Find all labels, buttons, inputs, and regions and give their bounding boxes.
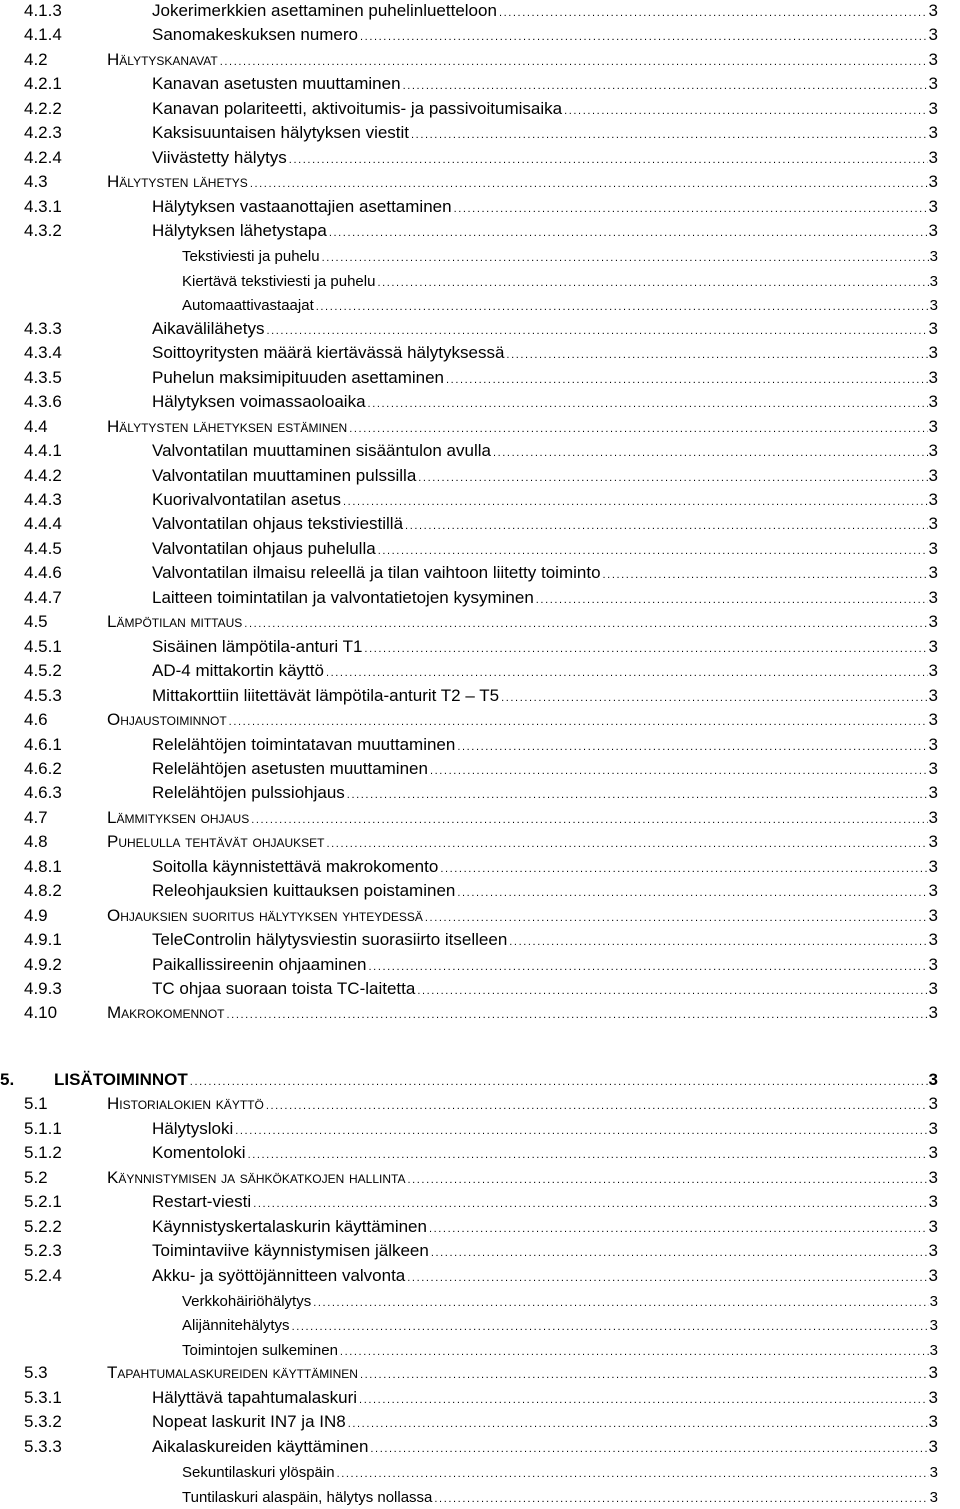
toc-entry-number: 5. bbox=[0, 1070, 15, 1089]
toc-entry-title: Valvontatilan muuttaminen sisääntulon avulla bbox=[152, 441, 491, 460]
toc-entry-title: Hälytysten lähetyksen estäminen bbox=[107, 417, 348, 436]
toc-entry-page-number: 3 bbox=[928, 466, 938, 485]
toc-entry[interactable] bbox=[0, 293, 960, 317]
toc-entry-page-number: 3 bbox=[928, 735, 938, 754]
dot-leader bbox=[429, 1223, 928, 1235]
toc-entry[interactable] bbox=[0, 1460, 960, 1484]
dot-leader bbox=[348, 1418, 928, 1430]
toc-entry-number: 5.1 bbox=[24, 1094, 48, 1113]
toc-entry-title: Ohjauksien suoritus hälytyksen yhteydessä bbox=[107, 906, 423, 925]
toc-entry-page-number: 3 bbox=[928, 1388, 938, 1407]
dot-leader bbox=[440, 863, 927, 875]
toc-entry[interactable] bbox=[0, 171, 960, 195]
toc-entry-title: Hälytyskanavat bbox=[107, 50, 218, 69]
toc-entry-number: 4.1.3 bbox=[24, 1, 62, 20]
toc-entry-page-number: 3 bbox=[928, 539, 938, 558]
toc-entry-title: Sisäinen lämpötila-anturi T1 bbox=[152, 637, 363, 656]
toc-entry-title: Hälytysloki bbox=[152, 1119, 234, 1138]
toc-entry[interactable] bbox=[0, 636, 960, 660]
toc-entry-number: 4.4.3 bbox=[24, 490, 62, 509]
toc-entry-number: 5.3.3 bbox=[24, 1437, 62, 1456]
toc-entry[interactable] bbox=[0, 342, 960, 366]
toc-entry[interactable] bbox=[0, 440, 960, 464]
toc-entry-number: 4.6 bbox=[24, 710, 48, 729]
toc-entry[interactable] bbox=[0, 1216, 960, 1240]
dot-leader bbox=[347, 789, 928, 801]
toc-entry[interactable] bbox=[0, 220, 960, 244]
toc-entry[interactable] bbox=[0, 758, 960, 782]
toc-entry-title: Verkkohäiriöhälytys bbox=[182, 1293, 312, 1310]
toc-entry[interactable] bbox=[0, 660, 960, 684]
toc-entry-page-number: 3 bbox=[928, 1003, 938, 1022]
toc-entry-page-number: 3 bbox=[928, 1094, 938, 1113]
toc-entry-title: Kanavan asetusten muuttaminen bbox=[152, 74, 401, 93]
toc-entry-title: Hälytyksen lähetystapa bbox=[152, 221, 327, 240]
toc-entry-number: 4.6.2 bbox=[24, 759, 62, 778]
toc-entry-title: Hälyttävä tapahtumalaskuri bbox=[152, 1388, 358, 1407]
toc-entry[interactable] bbox=[0, 538, 960, 562]
toc-entry-number: 4.3.6 bbox=[24, 392, 62, 411]
toc-entry-title: Toimintojen sulkeminen bbox=[182, 1342, 338, 1359]
toc-entry-title: Releohjauksien kuittauksen poistaminen bbox=[152, 881, 456, 900]
toc-entry-number: 4.6.1 bbox=[24, 735, 62, 754]
dot-leader bbox=[322, 252, 929, 264]
toc-entry-title: Nopeat laskurit IN7 ja IN8 bbox=[152, 1412, 346, 1431]
dot-leader bbox=[368, 398, 928, 410]
toc-entry-page-number: 3 bbox=[928, 759, 938, 778]
toc-entry[interactable] bbox=[0, 1362, 960, 1386]
toc-entry-title: Valvontatilan ohjaus tekstiviestillä bbox=[152, 514, 404, 533]
dot-leader bbox=[506, 349, 927, 361]
toc-entry-number: 4.3 bbox=[24, 172, 48, 191]
toc-entry-number: 4.8.1 bbox=[24, 857, 62, 876]
toc-entry-number: 4.9 bbox=[24, 906, 48, 925]
toc-entry-page-number: 3 bbox=[928, 392, 938, 411]
toc-entry-title: Sanomakeskuksen numero bbox=[152, 25, 359, 44]
toc-entry[interactable] bbox=[0, 905, 960, 929]
dot-leader bbox=[564, 105, 927, 117]
toc-entry-number: 4.2.3 bbox=[24, 123, 62, 142]
toc-entry-number: 4.8.2 bbox=[24, 881, 62, 900]
toc-entry-number: 4.9.2 bbox=[24, 955, 62, 974]
toc-entry[interactable] bbox=[0, 807, 960, 831]
toc-entry-number: 4.10 bbox=[24, 1003, 58, 1022]
toc-entry-page-number: 3 bbox=[929, 1464, 938, 1481]
toc-entry[interactable] bbox=[0, 1142, 960, 1166]
toc-entry[interactable] bbox=[0, 1387, 960, 1411]
toc-entry-page-number: 3 bbox=[928, 588, 938, 607]
toc-entry-page-number: 3 bbox=[928, 1168, 938, 1187]
toc-entry-page-number: 3 bbox=[928, 148, 938, 167]
toc-entry[interactable] bbox=[0, 685, 960, 709]
toc-entry[interactable] bbox=[0, 1240, 960, 1264]
dot-leader bbox=[359, 1394, 927, 1406]
toc-entry[interactable] bbox=[0, 856, 960, 880]
dot-leader bbox=[248, 1149, 928, 1161]
toc-entry-page-number: 3 bbox=[928, 1143, 938, 1162]
dot-leader bbox=[536, 594, 928, 606]
toc-entry-page-number: 3 bbox=[928, 686, 938, 705]
toc-entry-number: 4.3.5 bbox=[24, 368, 62, 387]
toc-entry-title: Mittakorttiin liitettävät lämpötila-anturit T2 – T5 bbox=[152, 686, 500, 705]
toc-entry-page-number: 3 bbox=[928, 172, 938, 191]
toc-entry[interactable] bbox=[0, 122, 960, 146]
dot-leader bbox=[360, 31, 928, 43]
dot-leader bbox=[289, 154, 928, 166]
dot-leader bbox=[229, 716, 928, 728]
toc-entry-title: Relelähtöjen asetusten muuttaminen bbox=[152, 759, 428, 778]
toc-entry-page-number: 3 bbox=[928, 906, 938, 925]
toc-entry[interactable] bbox=[0, 98, 960, 122]
toc-entry-page-number: 3 bbox=[928, 1437, 938, 1456]
dot-leader bbox=[405, 520, 927, 532]
dot-leader bbox=[316, 301, 929, 313]
dot-leader bbox=[403, 80, 928, 92]
toc-entry-title: Paikallissireenin ohjaaminen bbox=[152, 955, 367, 974]
toc-entry-page-number: 3 bbox=[928, 417, 938, 436]
toc-entry-page-number: 3 bbox=[929, 1293, 938, 1310]
toc-entry-number: 4.4.1 bbox=[24, 441, 62, 460]
toc-entry-page-number: 3 bbox=[928, 1266, 938, 1285]
toc-entry-title: TeleControlin hälytysviestin suorasiirto itselleen bbox=[152, 930, 508, 949]
toc-entry[interactable] bbox=[0, 929, 960, 953]
toc-entry-number: 5.2.3 bbox=[24, 1241, 62, 1260]
toc-entry-number: 4.7 bbox=[24, 808, 48, 827]
toc-entry-number: 5.1.1 bbox=[24, 1119, 62, 1138]
toc-entry-page-number: 3 bbox=[928, 955, 938, 974]
toc-entry-title: Sekuntilaskuri ylöspäin bbox=[182, 1464, 335, 1481]
toc-entry-title: Soittoyritysten määrä kiertävässä hälytyksessä bbox=[152, 343, 505, 362]
toc-entry[interactable] bbox=[0, 954, 960, 978]
toc-entry[interactable] bbox=[0, 73, 960, 97]
toc-entry-number: 4.9.3 bbox=[24, 979, 62, 998]
toc-entry-title: Historialokien käyttö bbox=[107, 1094, 264, 1113]
dot-leader bbox=[313, 1297, 928, 1309]
dot-leader bbox=[434, 1493, 928, 1505]
toc-entry-page-number: 3 bbox=[928, 50, 938, 69]
toc-entry[interactable] bbox=[0, 49, 960, 73]
toc-entry-title: Soitolla käynnistettävä makrokomento bbox=[152, 857, 439, 876]
toc-entry-number: 4.4.7 bbox=[24, 588, 62, 607]
toc-entry-page-number: 3 bbox=[928, 25, 938, 44]
toc-entry[interactable] bbox=[0, 318, 960, 342]
toc-entry-number: 4.4.6 bbox=[24, 563, 62, 582]
toc-entry-title: Hälytyksen voimassaoloaika bbox=[152, 392, 366, 411]
toc-entry-page-number: 3 bbox=[929, 1342, 938, 1359]
toc-entry[interactable] bbox=[0, 611, 960, 635]
toc-entry-page-number: 3 bbox=[928, 783, 938, 802]
toc-entry-number: 5.1.2 bbox=[24, 1143, 62, 1162]
dot-leader bbox=[501, 692, 927, 704]
toc-entry-title: Makrokomennot bbox=[107, 1003, 225, 1022]
toc-entry-page-number: 3 bbox=[928, 197, 938, 216]
toc-entry-number: 4.3.2 bbox=[24, 221, 62, 240]
toc-entry-title: Relelähtöjen toimintatavan muuttaminen bbox=[152, 735, 456, 754]
toc-entry[interactable] bbox=[0, 978, 960, 1002]
dot-leader bbox=[411, 129, 928, 141]
toc-entry-title: Kanavan polariteetti, aktivoitumis- ja passivoitumisaika bbox=[152, 99, 563, 118]
toc-entry[interactable] bbox=[0, 831, 960, 855]
dot-leader bbox=[266, 325, 927, 337]
dot-leader bbox=[431, 1247, 928, 1259]
dot-leader bbox=[417, 985, 927, 997]
toc-entry-page-number: 3 bbox=[928, 1, 938, 20]
toc-entry-title: Kiertävä tekstiviesti ja puhelu bbox=[182, 273, 376, 290]
toc-entry-page-number: 3 bbox=[928, 490, 938, 509]
toc-entry-page-number: 3 bbox=[928, 857, 938, 876]
toc-entry-title: LISÄTOIMINNOT bbox=[54, 1070, 188, 1089]
dot-leader bbox=[370, 1443, 927, 1455]
toc-entry-number: 5.2.2 bbox=[24, 1217, 62, 1236]
toc-entry-page-number: 3 bbox=[928, 710, 938, 729]
toc-entry-number: 4.4.2 bbox=[24, 466, 62, 485]
toc-entry[interactable] bbox=[0, 465, 960, 489]
dot-leader bbox=[343, 496, 928, 508]
dot-leader bbox=[499, 7, 928, 19]
toc-entry-page-number: 3 bbox=[928, 612, 938, 631]
toc-entry-title: Alijännitehälytys bbox=[182, 1317, 290, 1334]
dot-leader bbox=[457, 887, 927, 899]
toc-entry-number: 4.4.5 bbox=[24, 539, 62, 558]
dot-leader bbox=[329, 227, 928, 239]
toc-entry[interactable] bbox=[0, 244, 960, 268]
dot-leader bbox=[337, 1468, 929, 1480]
toc-entry[interactable] bbox=[0, 1265, 960, 1289]
toc-entry-title: Käynnistymisen ja sähkökatkojen hallinta bbox=[107, 1168, 406, 1187]
toc-entry-title: Käynnistyskertalaskurin käyttäminen bbox=[152, 1217, 427, 1236]
dot-leader bbox=[457, 741, 927, 753]
toc-entry-number: 4.3.4 bbox=[24, 343, 62, 362]
toc-entry[interactable] bbox=[0, 1289, 960, 1313]
toc-entry-page-number: 3 bbox=[928, 930, 938, 949]
toc-entry[interactable] bbox=[0, 782, 960, 806]
toc-entry-title: Komentoloki bbox=[152, 1143, 246, 1162]
toc-entry-number: 4.2.2 bbox=[24, 99, 62, 118]
toc-entry[interactable] bbox=[0, 0, 960, 24]
toc-entry-page-number: 3 bbox=[928, 1241, 938, 1260]
toc-entry-page-number: 3 bbox=[928, 661, 938, 680]
dot-leader bbox=[454, 203, 928, 215]
toc-entry-number: 4.3.1 bbox=[24, 197, 62, 216]
toc-entry[interactable] bbox=[0, 24, 960, 48]
toc-entry-page-number: 3 bbox=[928, 1192, 938, 1211]
toc-entry-title: AD-4 mittakortin käyttö bbox=[152, 661, 324, 680]
toc-entry-number: 4.4 bbox=[24, 417, 48, 436]
toc-entry-number: 5.2.4 bbox=[24, 1266, 62, 1285]
toc-entry-title: Aikavälilähetys bbox=[152, 319, 265, 338]
toc-entry-page-number: 3 bbox=[928, 563, 938, 582]
toc-entry-title: Tekstiviesti ja puhelu bbox=[182, 248, 320, 265]
toc-entry-number: 4.2.1 bbox=[24, 74, 62, 93]
toc-entry-page-number: 3 bbox=[928, 1412, 938, 1431]
toc-entry-page-number: 3 bbox=[928, 1119, 938, 1138]
toc-entry-title: Toimintaviive käynnistymisen jälkeen bbox=[152, 1241, 429, 1260]
toc-entry[interactable] bbox=[0, 513, 960, 537]
toc-entry-page-number: 3 bbox=[928, 343, 938, 362]
toc-entry-number: 4.9.1 bbox=[24, 930, 62, 949]
dot-leader bbox=[250, 178, 928, 190]
toc-entry-title: Puhelulla tehtävät ohjaukset bbox=[107, 832, 325, 851]
dot-leader bbox=[446, 374, 928, 386]
toc-entry-number: 4.2 bbox=[24, 50, 48, 69]
toc-entry-number: 4.3.3 bbox=[24, 319, 62, 338]
dot-leader bbox=[349, 423, 927, 435]
toc-entry-number: 5.3.1 bbox=[24, 1388, 62, 1407]
toc-entry-number: 4.6.3 bbox=[24, 783, 62, 802]
dot-leader bbox=[509, 936, 927, 948]
toc-entry[interactable] bbox=[0, 734, 960, 758]
toc-entry[interactable] bbox=[0, 1167, 960, 1191]
toc-entry-page-number: 3 bbox=[928, 832, 938, 851]
toc-entry-page-number: 3 bbox=[928, 1070, 938, 1089]
toc-entry-page-number: 3 bbox=[929, 273, 938, 290]
toc-entry-title: Hälytyksen vastaanottajien asettaminen bbox=[152, 197, 452, 216]
toc-entry-title: Tapahtumalaskureiden käyttäminen bbox=[107, 1363, 358, 1382]
toc-entry[interactable] bbox=[0, 269, 960, 293]
toc-entry[interactable] bbox=[0, 489, 960, 513]
dot-leader bbox=[266, 1100, 928, 1112]
toc-entry-title: Puhelun maksimipituuden asettaminen bbox=[152, 368, 445, 387]
dot-leader bbox=[244, 618, 927, 630]
toc-entry-title: Akku- ja syöttöjännitteen valvonta bbox=[152, 1266, 406, 1285]
dot-leader bbox=[253, 1198, 927, 1210]
toc-entry[interactable] bbox=[0, 880, 960, 904]
toc-entry-number: 4.1.4 bbox=[24, 25, 62, 44]
dot-leader bbox=[378, 545, 928, 557]
toc-entry-number: 4.5.1 bbox=[24, 637, 62, 656]
toc-entry-page-number: 3 bbox=[929, 297, 938, 314]
dot-leader bbox=[251, 814, 927, 826]
dot-leader bbox=[425, 912, 928, 924]
toc-entry[interactable] bbox=[0, 1313, 960, 1337]
toc-entry-title: Automaattivastaajat bbox=[182, 297, 314, 314]
toc-entry-number: 4.5.2 bbox=[24, 661, 62, 680]
toc-entry-title: Viivästetty hälytys bbox=[152, 148, 287, 167]
dot-leader bbox=[235, 1125, 927, 1137]
toc-entry-title: Valvontatilan ilmaisu releellä ja tilan vaihtoon liitetty toiminto bbox=[152, 563, 601, 582]
toc-entry-page-number: 3 bbox=[928, 221, 938, 240]
toc-entry[interactable] bbox=[0, 1002, 960, 1026]
toc-entry-page-number: 3 bbox=[929, 248, 938, 265]
toc-entry-page-number: 3 bbox=[928, 637, 938, 656]
toc-entry[interactable] bbox=[0, 587, 960, 611]
toc-entry-title: Tuntilaskuri alaspäin, hälytys nollassa bbox=[182, 1489, 433, 1506]
toc-entry[interactable] bbox=[0, 1338, 960, 1362]
toc-entry-number: 5.3 bbox=[24, 1363, 48, 1382]
dot-leader bbox=[364, 643, 927, 655]
toc-entry-title: Aikalaskureiden käyttäminen bbox=[152, 1437, 369, 1456]
toc-entry-page-number: 3 bbox=[928, 319, 938, 338]
toc-entry-number: 4.2.4 bbox=[24, 148, 62, 167]
toc-entry-title: Relelähtöjen pulssiohjaus bbox=[152, 783, 345, 802]
toc-entry-title: Ohjaustoiminnot bbox=[107, 710, 227, 729]
dot-leader bbox=[603, 569, 928, 581]
dot-leader bbox=[407, 1272, 927, 1284]
dot-leader bbox=[326, 667, 928, 679]
toc-entry-title: Lämmityksen ohjaus bbox=[107, 808, 250, 827]
dot-leader bbox=[377, 277, 928, 289]
toc-entry-page-number: 3 bbox=[928, 514, 938, 533]
toc-entry[interactable] bbox=[0, 391, 960, 415]
toc-entry-title: TC ohjaa suoraan toista TC-laitetta bbox=[152, 979, 416, 998]
toc-entry[interactable] bbox=[0, 562, 960, 586]
dot-leader bbox=[360, 1369, 928, 1381]
toc-entry-title: Laitteen toimintatilan ja valvontatietojen kysyminen bbox=[152, 588, 534, 607]
toc-entry-page-number: 3 bbox=[928, 99, 938, 118]
toc-entry-page-number: 3 bbox=[928, 368, 938, 387]
dot-leader bbox=[369, 961, 928, 973]
toc-entry[interactable] bbox=[0, 1069, 960, 1093]
toc-entry-page-number: 3 bbox=[929, 1317, 938, 1334]
toc-entry-page-number: 3 bbox=[928, 74, 938, 93]
toc-entry-page-number: 3 bbox=[928, 881, 938, 900]
dot-leader bbox=[292, 1321, 929, 1333]
dot-leader bbox=[340, 1346, 929, 1358]
toc-entry[interactable] bbox=[0, 367, 960, 391]
toc-entry-number: 4.4.4 bbox=[24, 514, 62, 533]
dot-leader bbox=[220, 56, 928, 68]
toc-entry[interactable] bbox=[0, 1411, 960, 1435]
toc-entry-title: Kaksisuuntaisen hälytyksen viestit bbox=[152, 123, 410, 142]
toc-entry-title: Valvontatilan ohjaus puhelulla bbox=[152, 539, 376, 558]
toc-entry-page-number: 3 bbox=[928, 441, 938, 460]
dot-leader bbox=[327, 838, 928, 850]
toc-entry-page-number: 3 bbox=[928, 1363, 938, 1382]
toc-entry[interactable] bbox=[0, 1093, 960, 1117]
toc-entry-title: Restart-viesti bbox=[152, 1192, 252, 1211]
dot-leader bbox=[430, 765, 928, 777]
toc-entry-page-number: 3 bbox=[928, 123, 938, 142]
toc-entry[interactable] bbox=[0, 1485, 960, 1509]
toc-entry-number: 5.3.2 bbox=[24, 1412, 62, 1431]
toc-entry-title: Lämpötilan mittaus bbox=[107, 612, 243, 631]
toc-entry[interactable] bbox=[0, 147, 960, 171]
toc-entry-number: 4.8 bbox=[24, 832, 48, 851]
toc-entry-title: Hälytysten lähetys bbox=[107, 172, 248, 191]
toc-entry-title: Jokerimerkkien asettaminen puhelinluetteloon bbox=[152, 1, 497, 20]
toc-entry[interactable] bbox=[0, 416, 960, 440]
dot-leader bbox=[227, 1009, 928, 1021]
toc-entry[interactable] bbox=[0, 1191, 960, 1215]
toc-entry-page-number: 3 bbox=[928, 808, 938, 827]
toc-entry-page-number: 3 bbox=[928, 1217, 938, 1236]
toc-entry[interactable] bbox=[0, 1436, 960, 1460]
toc-entry-title: Kuorivalvontatilan asetus bbox=[152, 490, 342, 509]
toc-entry[interactable] bbox=[0, 196, 960, 220]
toc-entry[interactable] bbox=[0, 1118, 960, 1142]
toc-entry-number: 5.2.1 bbox=[24, 1192, 62, 1211]
toc-entry-title: Valvontatilan muuttaminen pulssilla bbox=[152, 466, 417, 485]
toc-entry-number: 5.2 bbox=[24, 1168, 48, 1187]
toc-entry-page-number: 3 bbox=[928, 979, 938, 998]
toc-entry-number: 4.5.3 bbox=[24, 686, 62, 705]
toc-entry-page-number: 3 bbox=[929, 1489, 938, 1506]
dot-leader bbox=[418, 472, 927, 484]
dot-leader bbox=[493, 447, 928, 459]
toc-entry[interactable] bbox=[0, 709, 960, 733]
dot-leader bbox=[407, 1174, 927, 1186]
dot-leader bbox=[190, 1076, 928, 1088]
toc-entry-number: 4.5 bbox=[24, 612, 48, 631]
